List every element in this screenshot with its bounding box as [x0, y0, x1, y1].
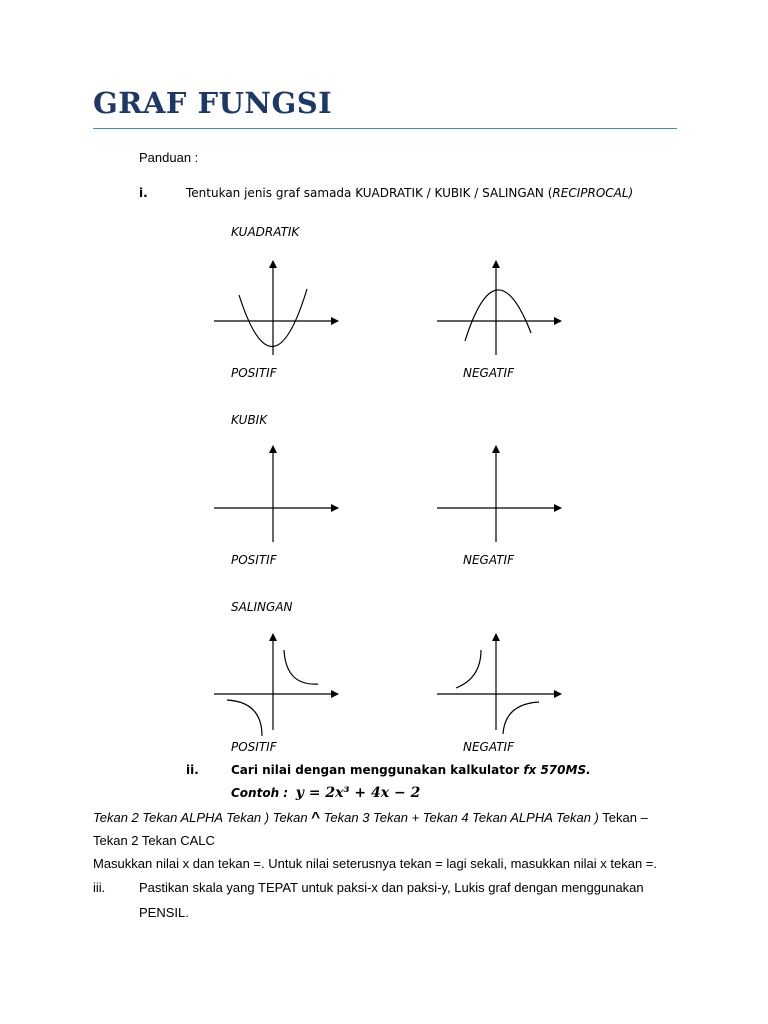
step3-number: iii. — [93, 880, 106, 895]
step2-text-main: Cari nilai dengan menggunakan kalkulator — [231, 763, 524, 777]
salingan-negative-label: NEGATIF — [463, 740, 514, 754]
quadratic-positive-graph — [210, 255, 345, 355]
step1-text-main: Tentukan jenis graf samada KUADRATIK / KUBIK / SALINGAN ( — [186, 186, 553, 200]
salingan-heading: SALINGAN — [231, 600, 293, 614]
step1-text-italic: RECIPROCAL) — [552, 186, 634, 200]
step1-text — [186, 186, 633, 200]
quadratic-negative-graph — [433, 255, 568, 355]
title-underline — [93, 128, 677, 129]
kuadratik-negative-label: NEGATIF — [463, 366, 514, 380]
kubik-heading: KUBIK — [231, 413, 268, 427]
calculator-keys-line2: Tekan 2 Tekan CALC — [93, 833, 215, 848]
input-instruction: Masukkan nilai x dan tekan =. Untuk nilai seterusnya tekan = lagi sekali, masukkan nilai x tekan =. — [93, 856, 658, 871]
kubik-positive-label: POSITIF — [231, 553, 277, 567]
kubik-negative-label: NEGATIF — [463, 553, 514, 567]
example-line — [231, 785, 420, 801]
kuadratik-heading: KUADRATIK — [231, 225, 300, 239]
guide-label: Panduan : — [139, 150, 199, 165]
keys-part1: Tekan 2 Tekan ALPHA Tekan ) Tekan — [93, 810, 312, 825]
keys-part3: Tekan – — [598, 810, 648, 825]
salingan-positive-label: POSITIF — [231, 740, 277, 754]
step2-text-italic: fx 570MS. — [523, 763, 591, 777]
step1-number: i. — [139, 186, 148, 200]
reciprocal-negative-graph — [433, 630, 568, 730]
step3-line1: Pastikan skala yang TEPAT untuk paksi-x dan paksi-y, Lukis graf dengan menggunakan — [139, 880, 644, 895]
keys-caret: ^ — [311, 809, 321, 826]
example-equation: y = 2x³ + 4x − 2 — [295, 785, 421, 801]
cubic-positive-graph — [210, 442, 345, 542]
calculator-keys-line1 — [93, 809, 648, 826]
step2-text — [231, 763, 591, 777]
kuadratik-positive-label: POSITIF — [231, 366, 277, 380]
example-label: Contoh : — [231, 786, 289, 800]
keys-part2: Tekan 3 Tekan + Tekan 4 Tekan ALPHA Tekan ) — [320, 810, 599, 825]
cubic-negative-graph — [433, 442, 568, 542]
reciprocal-positive-graph — [210, 630, 345, 730]
step3-line2: PENSIL. — [139, 905, 189, 920]
step2-number: ii. — [186, 763, 199, 777]
page-title: GRAF FUNGSI — [93, 86, 333, 120]
